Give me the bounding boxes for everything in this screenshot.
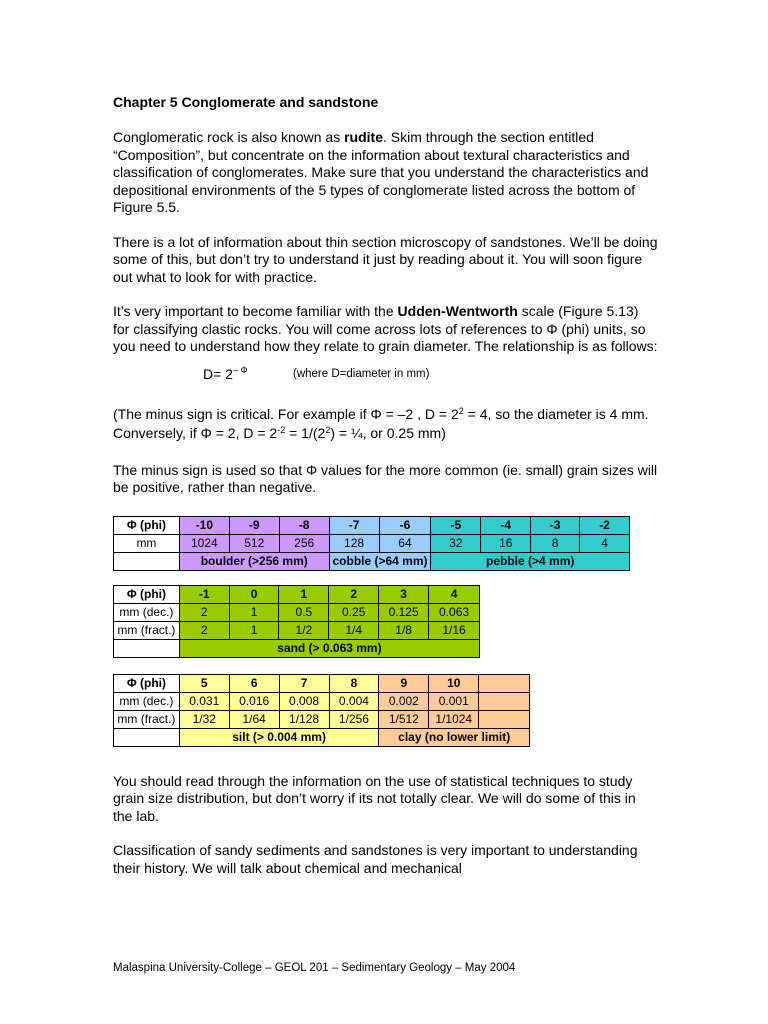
mm-dec-cell: 0.008 [279,692,329,710]
mm-dec-cell: 2 [179,603,229,621]
phi-cell: 8 [329,674,379,692]
group-sand: sand (> 0.063 mm) [179,639,479,657]
paragraph-minus-sign-example [113,406,658,445]
table-row [114,603,480,621]
mm-fract-cell: 1/128 [279,710,329,728]
row-label-phi: Φ (phi) [114,585,180,603]
table-row [114,728,530,746]
phi-cell: 3 [379,585,429,603]
phi-cell: -5 [431,516,481,534]
mm-fract-cell: 1/8 [379,621,429,639]
phi-cell: -2 [580,516,630,534]
group-boulder: boulder (>256 mm) [179,552,329,570]
row-label-mm-fract: mm (fract.) [114,621,180,639]
empty-cell [479,710,530,728]
mm-dec-cell: 0.5 [279,603,329,621]
p1-text-a: Conglomeratic rock is also known as [113,129,345,145]
mm-cell: 8 [531,534,580,552]
mm-dec-cell: 0.25 [329,603,379,621]
table-row [114,639,480,657]
phi-cell: -8 [279,516,329,534]
paragraph-rudite [113,129,658,217]
mm-cell: 256 [279,534,329,552]
p4-text-d: ) = ¼, or 0.25 mm) [330,425,446,441]
row-label-mm-dec: mm (dec.) [114,692,180,710]
empty-cell [114,728,180,746]
mm-dec-cell: 0.031 [179,692,229,710]
p4-sup-3: 2 [325,425,331,435]
group-silt: silt (> 0.004 mm) [179,728,379,746]
mm-dec-cell: 0.002 [379,692,429,710]
mm-cell: 64 [379,534,431,552]
phi-cell: -4 [481,516,531,534]
mm-cell: 32 [431,534,481,552]
mm-dec-cell: 0.001 [429,692,479,710]
row-label-mm-fract: mm (fract.) [114,710,180,728]
phi-cell: 1 [279,585,329,603]
table-row [114,534,630,552]
term-udden-wentworth: Udden-Wentworth [397,303,518,319]
mm-fract-cell: 1/256 [329,710,379,728]
table-row [114,516,630,534]
paragraph-statistics: You should read through the information on the use of statistical techniques to study grain size distribution, but don’t worry if its not totally clear. We will do some of this in the lab. [113,772,636,824]
phi-cell: 6 [229,674,279,692]
mm-dec-cell: 1 [229,603,279,621]
mm-fract-cell: 1/32 [179,710,229,728]
empty-cell [479,674,530,692]
mm-fract-cell: 1/2 [279,621,329,639]
formula-note: (where D=diameter in mm) [293,367,430,380]
mm-fract-cell: 1 [229,621,279,639]
formula-base: D= 2 [203,365,233,382]
phi-cell: 5 [179,674,229,692]
mm-fract-cell: 2 [179,621,229,639]
mm-fract-cell: 1/512 [379,710,429,728]
p4-sup-2: -2 [277,425,286,435]
p4-text-c: = 1/(2 [285,425,326,441]
mm-cell: 128 [329,534,379,552]
table-row [114,621,480,639]
phi-cell: 0 [229,585,279,603]
p4-text-a: (The minus sign is critical. For example if Φ = –2 , D = 2 [113,405,459,422]
group-pebble: pebble (>4 mm) [431,552,630,570]
phi-cell: 10 [429,674,479,692]
chapter-heading: Chapter 5 Conglomerate and sandstone [113,94,379,110]
phi-cell: 4 [429,585,480,603]
phi-cell: -10 [179,516,229,534]
mm-dec-cell: 0.063 [429,603,480,621]
page-footer: Malaspina University-College – GEOL 201 – Sedimentary Geology – May 2004 [113,962,516,974]
table-row [114,674,530,692]
row-label-mm-dec: mm (dec.) [114,603,180,621]
paragraph-udden-wentworth [113,303,658,356]
p4-sup-1: 2 [458,405,464,416]
mm-fract-cell: 1/64 [229,710,279,728]
phi-cell: -7 [329,516,379,534]
phi-cell: -9 [229,516,279,534]
p4-text-b: = 4, so the diameter is 4 mm. Conversely, if Φ = 2, D = 2 [113,405,649,441]
mm-fract-cell: 1/16 [429,621,480,639]
phi-cell: 2 [329,585,379,603]
silt-clay-size-table [113,674,530,747]
empty-cell [479,692,530,710]
mm-fract-cell: 1/4 [329,621,379,639]
mm-cell: 4 [580,534,630,552]
phi-cell: 9 [379,674,429,692]
formula-exponent: – Φ [232,364,248,375]
phi-cell: -6 [379,516,431,534]
row-label-phi: Φ (phi) [114,674,180,692]
gravel-size-table [113,516,630,571]
paragraph-positive-values: The minus sign is used so that Φ values for the more common (ie. small) grain sizes will be positive, rather than negative. [113,461,658,495]
sand-size-table [113,585,480,658]
phi-cell: -3 [531,516,580,534]
mm-cell: 16 [481,534,531,552]
phi-formula [113,366,658,388]
table-row [114,585,480,603]
mm-dec-cell: 0.016 [229,692,279,710]
formula-equation [203,366,248,382]
paragraph-classification: Classification of sandy sediments and sandstones is very important to understanding their history. We will talk about chemical and mechanical [113,842,638,876]
group-clay: clay (no lower limit) [379,728,530,746]
mm-cell: 1024 [179,534,229,552]
phi-cell: 7 [279,674,329,692]
paragraph-thin-section: There is a lot of information about thin section microscopy of sandstones. We’ll be doing some of this, but don’t try to understand it just by reading about it. You will soon figure out what to look for with practice. [113,233,658,285]
p3-text-b: scale (Figure 5.13) for classifying clastic rocks. You will come across lots of references to Φ (phi) units, so you need to understand how they relate to grain diameter. The relationship is as follows: [113,303,658,354]
p3-text-a: It’s very important to become familiar with the [113,303,398,319]
table-row [114,552,630,570]
empty-cell [114,552,180,570]
empty-cell [114,639,180,657]
phi-cell: -1 [179,585,229,603]
term-rudite: rudite [344,129,383,145]
mm-dec-cell: 0.125 [379,603,429,621]
table-row [114,692,530,710]
mm-cell: 512 [229,534,279,552]
row-label-mm: mm [114,534,180,552]
p1-text-b: . Skim through the section entitled “Composition”, but concentrate on the information about textural characteristics and classification of conglomerates. Make sure that you understand the characteristics and depositional environments of the 5 types of conglomerate listed across the bottom of Figure 5.5. [113,129,649,215]
row-label-phi: Φ (phi) [114,516,180,534]
group-cobble: cobble (>64 mm) [329,552,431,570]
mm-fract-cell: 1/1024 [429,710,479,728]
table-row [114,710,530,728]
document-page [113,93,658,894]
mm-dec-cell: 0.004 [329,692,379,710]
